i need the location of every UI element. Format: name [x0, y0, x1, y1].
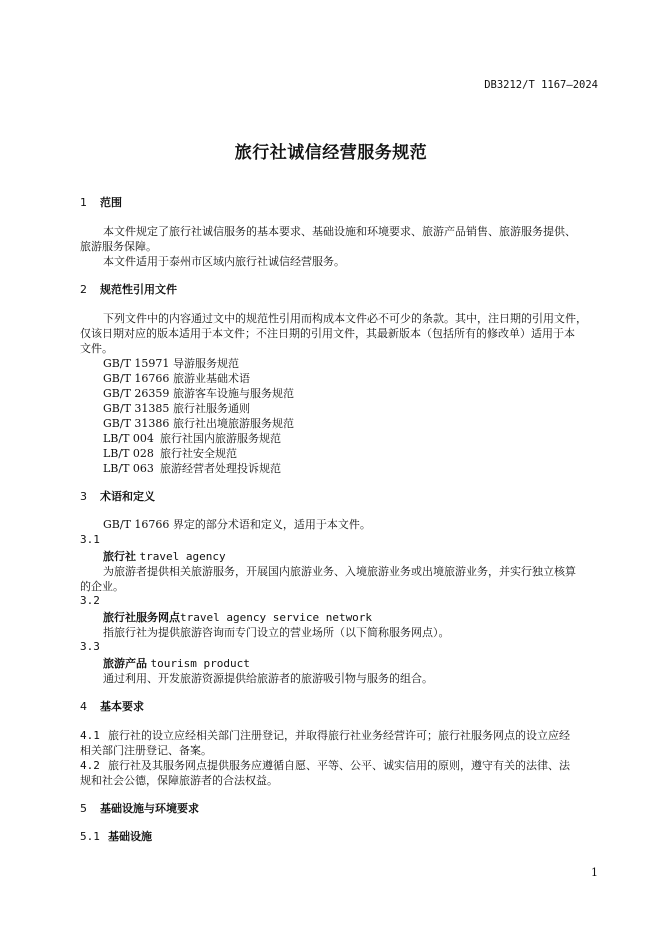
paragraph-line: 旅游服务保障。: [80, 240, 157, 253]
section-2-heading: [80, 281, 177, 297]
term-zh: 旅游产品: [103, 657, 147, 670]
clause-text: 旅行社的设立应经相关部门注册登记，并取得旅行社业务经营许可；旅行社服务网点的设立应经: [108, 729, 570, 742]
reference-code: LB/T 063: [103, 462, 154, 475]
term-number: 3.3: [80, 640, 100, 653]
subsection-heading: [80, 828, 152, 844]
clause-line: [80, 727, 570, 743]
reference-title: 旅行社国内旅游服务规范: [160, 432, 281, 445]
section-title: 基本要求: [100, 700, 144, 713]
paragraph-line: 仅该日期对应的版本适用于本文件；不注日期的引用文件，其最新版本（包括所有的修改单）适用于本: [80, 327, 575, 340]
reference-title: 旅行社服务通则: [173, 402, 250, 415]
reference-code: GB/T 15971: [103, 357, 170, 370]
clause-line: [80, 757, 570, 773]
term-en: travel agency service network: [180, 611, 373, 624]
definition-line: 指旅行社为提供旅游咨询而专门设立的营业场所（以下简称服务网点）。: [103, 626, 450, 639]
reference-title: 旅行社安全规范: [160, 447, 237, 460]
subsection-title: 基础设施: [108, 830, 152, 843]
reference-code: LB/T 028: [103, 447, 154, 460]
reference-title: 旅游客车设施与服务规范: [173, 387, 294, 400]
term-zh: 旅行社: [103, 550, 136, 563]
reference-title: 旅游经营者处理投诉规范: [160, 462, 281, 475]
clause-text: 旅行社及其服务网点提供服务应遵循自愿、平等、公平、诚实信用的原则，遵守有关的法律、法: [108, 759, 570, 772]
term-heading: [103, 548, 226, 564]
reference-item: [103, 400, 250, 416]
section-title: 基础设施与环境要求: [100, 802, 199, 815]
reference-code: LB/T 004: [103, 432, 154, 445]
term-en: travel agency: [139, 550, 226, 563]
section-4-heading: [80, 698, 144, 714]
definition-line: 通过利用、开发旅游资源提供给旅游者的旅游吸引物与服务的组合。: [103, 672, 433, 685]
section-5-heading: [80, 800, 199, 816]
section-number: 4: [80, 700, 87, 713]
term-zh: 旅行社服务网点: [103, 611, 180, 624]
section-title: 规范性引用文件: [100, 283, 177, 296]
definition-line: 的企业。: [80, 580, 124, 593]
subsection-number: 5.1: [80, 830, 100, 843]
reference-title: 旅行社出境旅游服务规范: [173, 417, 294, 430]
section-title: 术语和定义: [100, 490, 155, 503]
term-heading: [103, 609, 372, 625]
reference-item: [103, 385, 294, 401]
reference-code: GB/T 31385: [103, 402, 170, 415]
section-title: 范围: [100, 196, 122, 209]
term-heading: [103, 655, 250, 671]
document-code: DB3212/T 1167—2024: [484, 79, 598, 91]
section-1-heading: [80, 194, 122, 210]
paragraph-line: 本文件规定了旅行社诚信服务的基本要求、基础设施和环境要求、旅游产品销售、旅游服务提供、: [103, 225, 576, 238]
paragraph-line: 文件。: [80, 342, 113, 355]
reference-item: [103, 370, 250, 386]
section-number: 5: [80, 802, 87, 815]
reference-code: GB/T 16766: [103, 372, 170, 385]
page-number: 1: [591, 866, 598, 879]
term-en: tourism product: [150, 657, 250, 670]
term-number: 3.2: [80, 594, 100, 607]
reference-code: GB/T 26359: [103, 387, 170, 400]
reference-item: [103, 415, 294, 431]
paragraph-line: 本文件适用于泰州市区域内旅行社诚信经营服务。: [103, 255, 345, 268]
clause-number: 4.2: [80, 759, 100, 772]
term-number: 3.1: [80, 533, 100, 546]
paragraph-line: 下列文件中的内容通过文中的规范性引用而构成本文件必不可少的条款。其中，注日期的引用文件，: [103, 312, 587, 325]
definition-line: 为旅游者提供相关旅游服务，开展国内旅游业务、入境旅游业务或出境旅游业务，并实行独立核算: [103, 565, 576, 578]
reference-item: [103, 460, 281, 476]
section-number: 3: [80, 490, 87, 503]
section-number: 2: [80, 283, 87, 296]
reference-item: [103, 430, 281, 446]
clause-continuation: 相关部门注册登记、备案。: [80, 744, 212, 757]
reference-title: 导游服务规范: [173, 357, 239, 370]
clause-number: 4.1: [80, 729, 100, 742]
reference-item: [103, 355, 239, 371]
reference-item: [103, 445, 237, 461]
clause-continuation: 规和社会公德，保障旅游者的合法权益。: [80, 774, 278, 787]
reference-title: 旅游业基础术语: [173, 372, 250, 385]
paragraph-line: GB/T 16766 界定的部分术语和定义，适用于本文件。: [103, 518, 371, 531]
reference-code: GB/T 31386: [103, 417, 170, 430]
section-number: 1: [80, 196, 87, 209]
page-title: 旅行社诚信经营服务规范: [234, 143, 428, 163]
section-3-heading: [80, 488, 155, 504]
